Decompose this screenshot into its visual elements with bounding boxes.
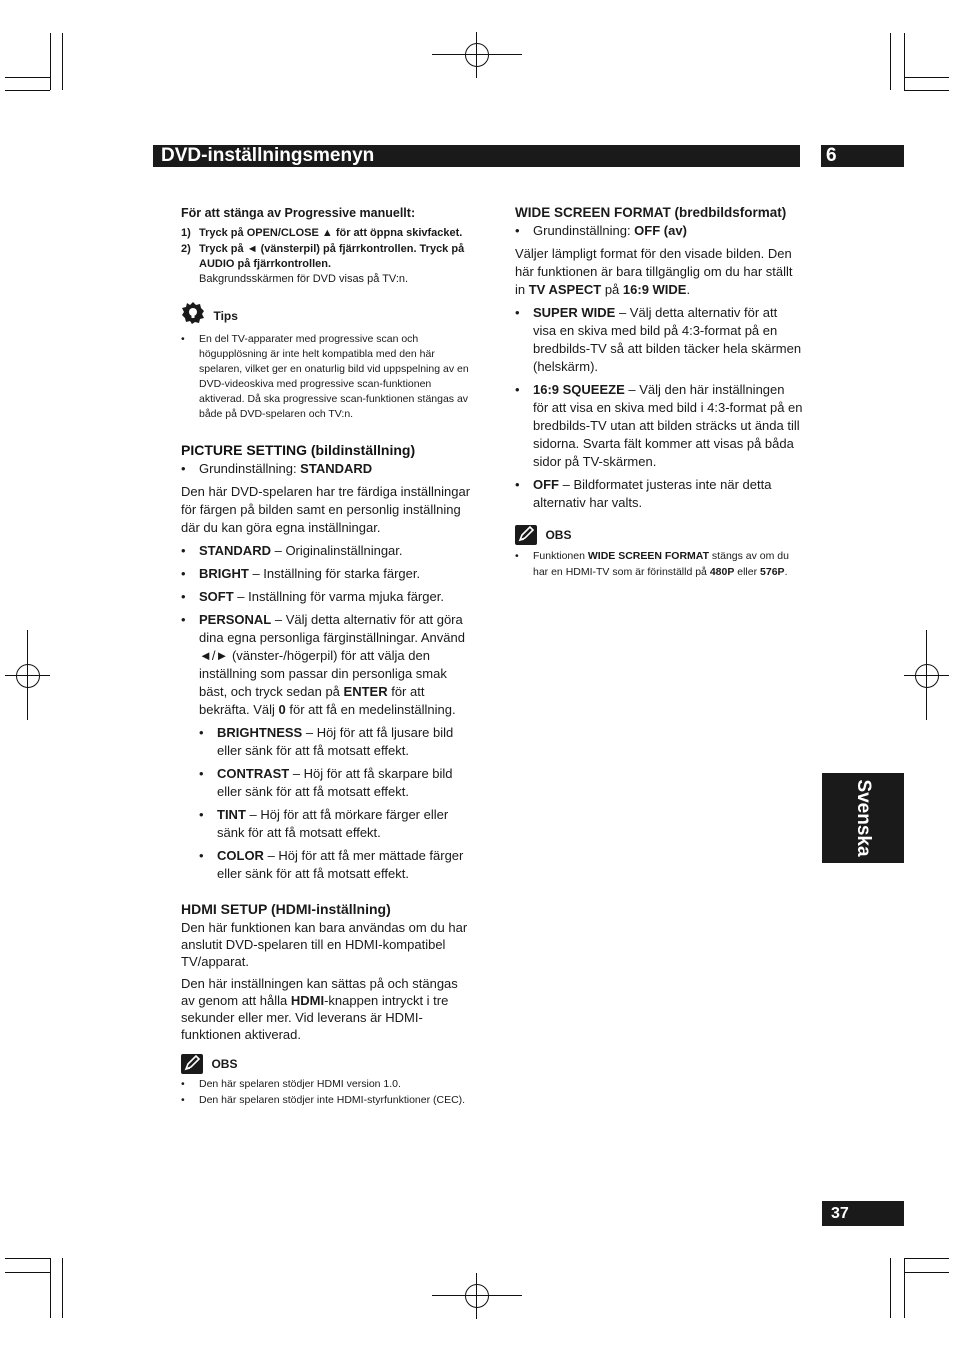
wide-screen-intro: Väljer lämpligt format för den visade bilden. Den här funktionen är bara tillgänglig om du har ställt in TV ASPECT på 16:9 WIDE. (515, 246, 793, 297)
chapter-box (821, 145, 904, 167)
note-item: • Den här spelaren stödjer HDMI version 1.0. (181, 1078, 401, 1090)
right-column (515, 203, 803, 580)
crop-mark (904, 1258, 949, 1259)
page-title: DVD-inställningsmenyn (161, 145, 375, 166)
list-item: • SOFT – Inställning för varma mjuka färger. (181, 589, 444, 604)
crop-mark (5, 1258, 50, 1259)
step-item: 1) Tryck på OPEN/CLOSE ▲ för att öppna skivfacket. (181, 227, 463, 239)
crop-mark (904, 33, 905, 90)
hdmi-paragraph: Den här inställningen kan sättas på och stängas av genom att hålla HDMI-knappen intryckt i tre sekunder eller mer. Vid leverans är HDMI-funktionen aktiverad. (181, 976, 458, 1042)
wide-screen-heading: WIDE SCREEN FORMAT (bredbildsformat) (515, 205, 787, 220)
crop-mark (890, 33, 891, 90)
tips-header (181, 301, 471, 330)
tips-icon (181, 301, 205, 330)
crop-mark (904, 90, 949, 91)
hdmi-paragraph: Den här funktionen kan bara användas om du har anslutit DVD-spelaren till en HDMI-kompatibel TV/apparat. (181, 920, 468, 969)
picture-setting-heading: PICTURE SETTING (bildinställning) (181, 442, 416, 458)
left-column (181, 204, 471, 1107)
registration-mark (915, 664, 939, 688)
tips-item: • En del TV-apparater med progressive scan och högupplösning är inte helt kompatibla med den här spelaren, vilket ger en onaturlig bild vid uppspelning av en DVD-videoskiva med progressive scan-funktionen aktiverad. Då ska progressive scan-funktionen stängas av både på DVD-spelaren och TV:n. (181, 333, 469, 420)
list-item: • BRIGHT – Inställning för starka färger. (181, 566, 421, 581)
registration-mark (16, 664, 40, 688)
default-setting: • Grundinställning: OFF (av) (515, 223, 687, 238)
list-item: • SUPER WIDE – Välj detta alternativ för att visa en skiva med bild på 4:3-format på en bredbilds-TV så att bilden täcker hela skärmen (helskärm). (515, 305, 802, 374)
note-icon (181, 1054, 203, 1074)
default-setting: • Grundinställning: STANDARD (181, 461, 373, 476)
registration-mark (465, 43, 489, 67)
note-item: • Den här spelaren stödjer inte HDMI-styrfunktioner (CEC). (181, 1094, 466, 1106)
language-tab (822, 773, 904, 863)
step-item: 2) Tryck på ◄ (vänsterpil) på fjärrkontrollen. Tryck på AUDIO på fjärrkontrollen. Bakgrundsskärmen för DVD visas på TV:n. (181, 243, 465, 285)
crop-mark (62, 1258, 63, 1318)
crop-mark (904, 1258, 905, 1318)
crop-mark (904, 1272, 949, 1273)
picture-intro: Den här DVD-spelaren har tre färdiga inställningar för färgen på bilden samt en personlig inställning där du kan göra egna inställningar. (181, 484, 471, 535)
crop-mark (50, 33, 51, 90)
crop-mark (5, 77, 50, 78)
crop-mark (904, 77, 949, 78)
registration-mark (465, 1284, 489, 1308)
chapter-number: 6 (826, 145, 837, 166)
list-item: • PERSONAL – Välj detta alternativ för att göra dina egna personliga färginställningar. Använd ◄/► (vänster-/högerpil) för att välja den inställning som passar din personliga smak bäst, och tryck sedan på ENTER för att bekräfta. Välj 0 för att få en medelinställning. (181, 612, 465, 717)
note-item: • Funktionen WIDE SCREEN FORMAT stängs av om du har en HDMI-TV som är förinställd på 480P eller 576P. (515, 550, 789, 578)
list-item: • STANDARD – Originalinställningar. (181, 543, 403, 558)
note-icon (515, 525, 537, 545)
crop-mark (5, 1272, 50, 1273)
crop-mark (890, 1258, 891, 1318)
sub-list-item: • COLOR – Höj för att få mer mättade färger eller sänk för att få motsatt effekt. (199, 848, 464, 881)
list-item: • OFF – Bildformatet justeras inte när detta alternativ har valts. (515, 477, 772, 510)
hdmi-setup-heading: HDMI SETUP (HDMI-inställning) (181, 901, 391, 917)
list-item: • 16:9 SQUEEZE – Välj den här inställningen för att visa en skiva med bild i 4:3-format på en bredbilds-TV utan att bilden sträcks ut ända till sidorna. Svarta fält kommer att visas på båda sidor på TV-skärmen. (515, 382, 803, 469)
language-label: Svenska (853, 779, 874, 857)
page-number: 37 (831, 1205, 849, 1222)
progressive-heading: För att stänga av Progressive manuellt: (181, 206, 416, 220)
sub-list-item: • CONTRAST – Höj för att få skarpare bild eller sänk för att få motsatt effekt. (199, 766, 453, 799)
tips-label: Tips (213, 308, 238, 323)
page-number-box (822, 1201, 904, 1226)
sub-list-item: • TINT – Höj för att få mörkare färger eller sänk för att få motsatt effekt. (199, 807, 449, 840)
section-header-bar (153, 145, 800, 167)
obs-header (181, 1054, 471, 1074)
obs-label: OBS (545, 528, 572, 542)
obs-label: OBS (211, 1057, 238, 1071)
crop-mark (62, 33, 63, 90)
sub-list-item: • BRIGHTNESS – Höj för att få ljusare bild eller sänk för att få motsatt effekt. (199, 725, 454, 758)
crop-mark (50, 1258, 51, 1318)
crop-mark (5, 90, 50, 91)
obs-header (515, 525, 803, 545)
